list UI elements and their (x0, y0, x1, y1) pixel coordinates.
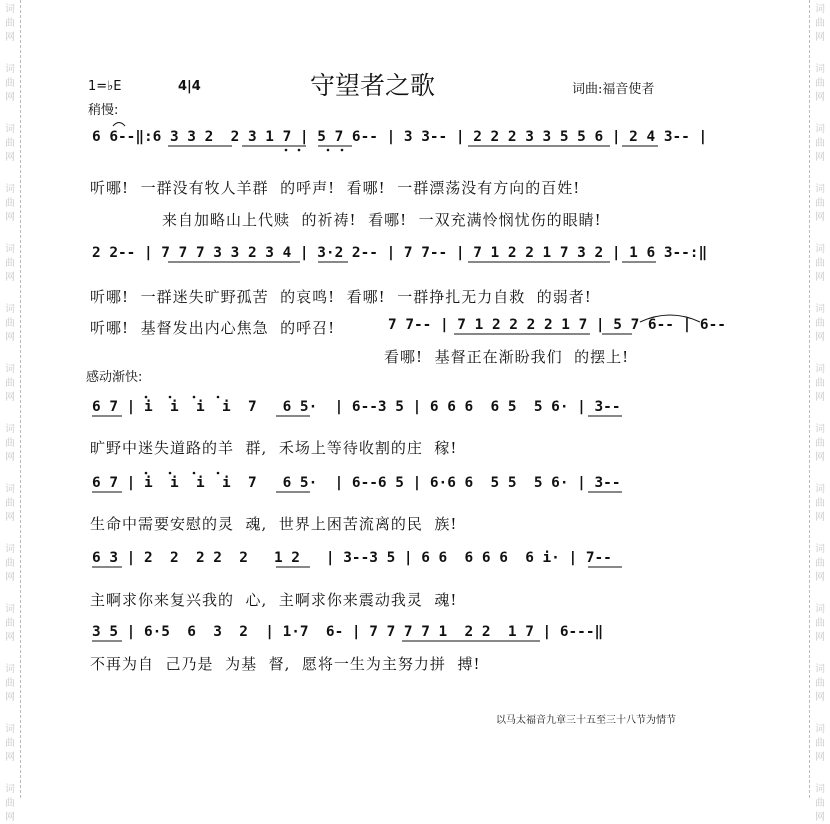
watermark-char: 词 (815, 784, 825, 795)
watermark-char: 词 (815, 664, 825, 675)
lyric-line-1b: 来自加略山上代赎 的祈祷! 看哪! 一双充满怜悯忧伤的眼睛! (162, 211, 602, 229)
watermark-char: 网 (5, 152, 15, 163)
watermark-char: 网 (5, 392, 15, 403)
watermark-char: 曲 (815, 258, 825, 269)
watermark-char: 词 (815, 304, 825, 315)
watermark-char: 曲 (815, 498, 825, 509)
watermark-char: 网 (5, 452, 15, 463)
watermark-char: 网 (815, 152, 825, 163)
watermark-char: 网 (815, 92, 825, 103)
watermark-char: 曲 (5, 618, 15, 629)
watermark-char: 曲 (5, 18, 15, 29)
watermark-char: 词 (5, 244, 15, 255)
notation-line-2b: 7 7-- | 7 1 2 2 2 2 1 7 | 5 7 6-- | 6-- (388, 317, 726, 333)
watermark-char: 词 (5, 124, 15, 135)
watermark-char: 词 (815, 424, 825, 435)
lyric-line-2c: 看哪! 基督正在渐盼我们 的摆上! (384, 348, 630, 366)
watermark-char: 曲 (5, 378, 15, 389)
watermark-char: 曲 (5, 438, 15, 449)
watermark-char: 曲 (815, 618, 825, 629)
watermark-char: 网 (5, 812, 15, 823)
page-title: 守望者之歌 (310, 71, 436, 100)
watermark-char: 网 (815, 452, 825, 463)
watermark-char: 词 (815, 544, 825, 555)
watermark-char: 词 (5, 484, 15, 495)
slur-mark (640, 315, 700, 322)
watermark-char: 词 (5, 424, 15, 435)
watermark-char: 曲 (815, 738, 825, 749)
watermark-char: 曲 (5, 138, 15, 149)
watermark-char: 词 (815, 4, 825, 15)
watermark-char: 词 (5, 724, 15, 735)
watermark-char: 曲 (5, 318, 15, 329)
lyric-line-2b: 听哪! 基督发出内心焦急 的呼召! (90, 319, 336, 337)
watermark-char: 曲 (815, 798, 825, 809)
watermark-char: 网 (5, 272, 15, 283)
key-signature: 1=♭E (88, 79, 122, 94)
watermark-char: 网 (5, 32, 15, 43)
watermark-char: 词 (815, 184, 825, 195)
watermark-char: 网 (5, 512, 15, 523)
watermark-char: 网 (5, 212, 15, 223)
credit: 词曲:福音使者 (572, 82, 655, 97)
watermark-char: 词 (5, 604, 15, 615)
watermark-char: 词 (815, 724, 825, 735)
watermark-char: 词 (815, 64, 825, 75)
watermark-char: 词 (5, 184, 15, 195)
watermark-char: 曲 (5, 678, 15, 689)
chorus-lyric-1: 旷野中迷失道路的羊 群, 禾场上等待收割的庄 稼! (90, 439, 458, 457)
watermark-char: 词 (815, 244, 825, 255)
chorus-lyric-2: 生命中需要安慰的灵 魂, 世界上困苦流离的民 族! (90, 515, 458, 533)
watermark-char: 词 (5, 64, 15, 75)
fermata-mark (113, 123, 125, 127)
watermark-char: 词 (815, 124, 825, 135)
watermark-char: 网 (5, 92, 15, 103)
watermark-char: 曲 (815, 138, 825, 149)
lyric-line-2a: 听哪! 一群迷失旷野孤苦 的哀鸣! 看哪! 一群挣扎无力自救 的弱者! (90, 288, 592, 306)
watermark-char: 网 (815, 572, 825, 583)
chorus-notation-2: 6 7 | i i i i 7 6 5· | 6--6 5 | 6·6 6 5 5 5 6· | 3-- (92, 475, 621, 491)
watermark-char: 网 (5, 632, 15, 643)
watermark-char: 网 (815, 752, 825, 763)
watermark-char: 词 (5, 784, 15, 795)
watermark-char: 网 (5, 692, 15, 703)
notation-line-2: 2 2-- | 7 7 7 3 3 2 3 4 | 3·2 2-- | 7 7-- | 7 1 2 2 1 7 3 2 | 1 6 3--:‖ (92, 245, 708, 261)
watermark-char: 网 (815, 692, 825, 703)
watermark-char: 曲 (815, 678, 825, 689)
watermark-char: 网 (815, 212, 825, 223)
watermark-char: 词 (5, 364, 15, 375)
watermark-char: 网 (5, 332, 15, 343)
watermark-char: 词 (5, 664, 15, 675)
footnote: 以马太福音九章三十五至三十八节为情节 (496, 715, 676, 726)
chorus-lyric-4: 不再为自 己乃是 为基 督, 愿将一生为主努力拼 搏! (90, 655, 481, 673)
watermark-char: 曲 (5, 258, 15, 269)
watermark-char: 词 (5, 304, 15, 315)
watermark-char: 词 (815, 604, 825, 615)
watermark-char: 曲 (815, 78, 825, 89)
watermark-char: 曲 (5, 498, 15, 509)
watermark-char: 网 (815, 392, 825, 403)
watermark-char: 曲 (815, 558, 825, 569)
watermark-char: 曲 (815, 198, 825, 209)
watermark-char: 曲 (5, 78, 15, 89)
watermark-char: 网 (815, 32, 825, 43)
watermark-char: 曲 (5, 198, 15, 209)
chorus-notation-3: 6 3 | 2 2 2 2 2 1 2 | 3--3 5 | 6 6 6 6 6 6 i· | 7-- (92, 550, 612, 566)
watermark-char: 曲 (815, 438, 825, 449)
watermark-char: 网 (815, 512, 825, 523)
watermark-char: 词 (815, 364, 825, 375)
watermark-char: 网 (815, 812, 825, 823)
watermark-char: 曲 (815, 18, 825, 29)
watermark-char: 曲 (815, 378, 825, 389)
time-signature: 4|4 (178, 79, 201, 94)
watermark-char: 曲 (5, 558, 15, 569)
watermark-char: 网 (815, 632, 825, 643)
tempo-intro: 稍慢: (88, 103, 119, 118)
watermark-char: 词 (815, 484, 825, 495)
notation-line-1: 6 6--‖:6 3 3 2 2 3 1 7 | 5 7 6-- | 3 3-- | 2 2 2 3 3 5 5 6 | 2 4 3-- | (92, 129, 708, 145)
chorus-notation-1: 6 7 | i i i i 7 6 5· | 6--3 5 | 6 6 6 6 5 5 6· | 3-- (92, 399, 621, 415)
watermark-char: 网 (5, 572, 15, 583)
tempo-chorus: 感动渐快: (86, 370, 143, 385)
watermark-char: 曲 (5, 738, 15, 749)
watermark-char: 曲 (815, 318, 825, 329)
watermark-char: 网 (815, 332, 825, 343)
chorus-lyric-3: 主啊求你来复兴我的 心, 主啊求你来震动我灵 魂! (90, 591, 458, 609)
chorus-notation-4: 3 5 | 6·5 6 3 2 | 1·7 6- | 7 7 7 7 1 2 2 1 7 | 6---‖ (92, 624, 604, 640)
watermark-char: 网 (5, 752, 15, 763)
watermark-char: 词 (5, 4, 15, 15)
watermark-char: 网 (815, 272, 825, 283)
watermark-char: 词 (5, 544, 15, 555)
watermark-char: 曲 (5, 798, 15, 809)
lyric-line-1a: 听哪! 一群没有牧人羊群 的呼声! 看哪! 一群漂荡没有方向的百姓! (90, 179, 581, 197)
